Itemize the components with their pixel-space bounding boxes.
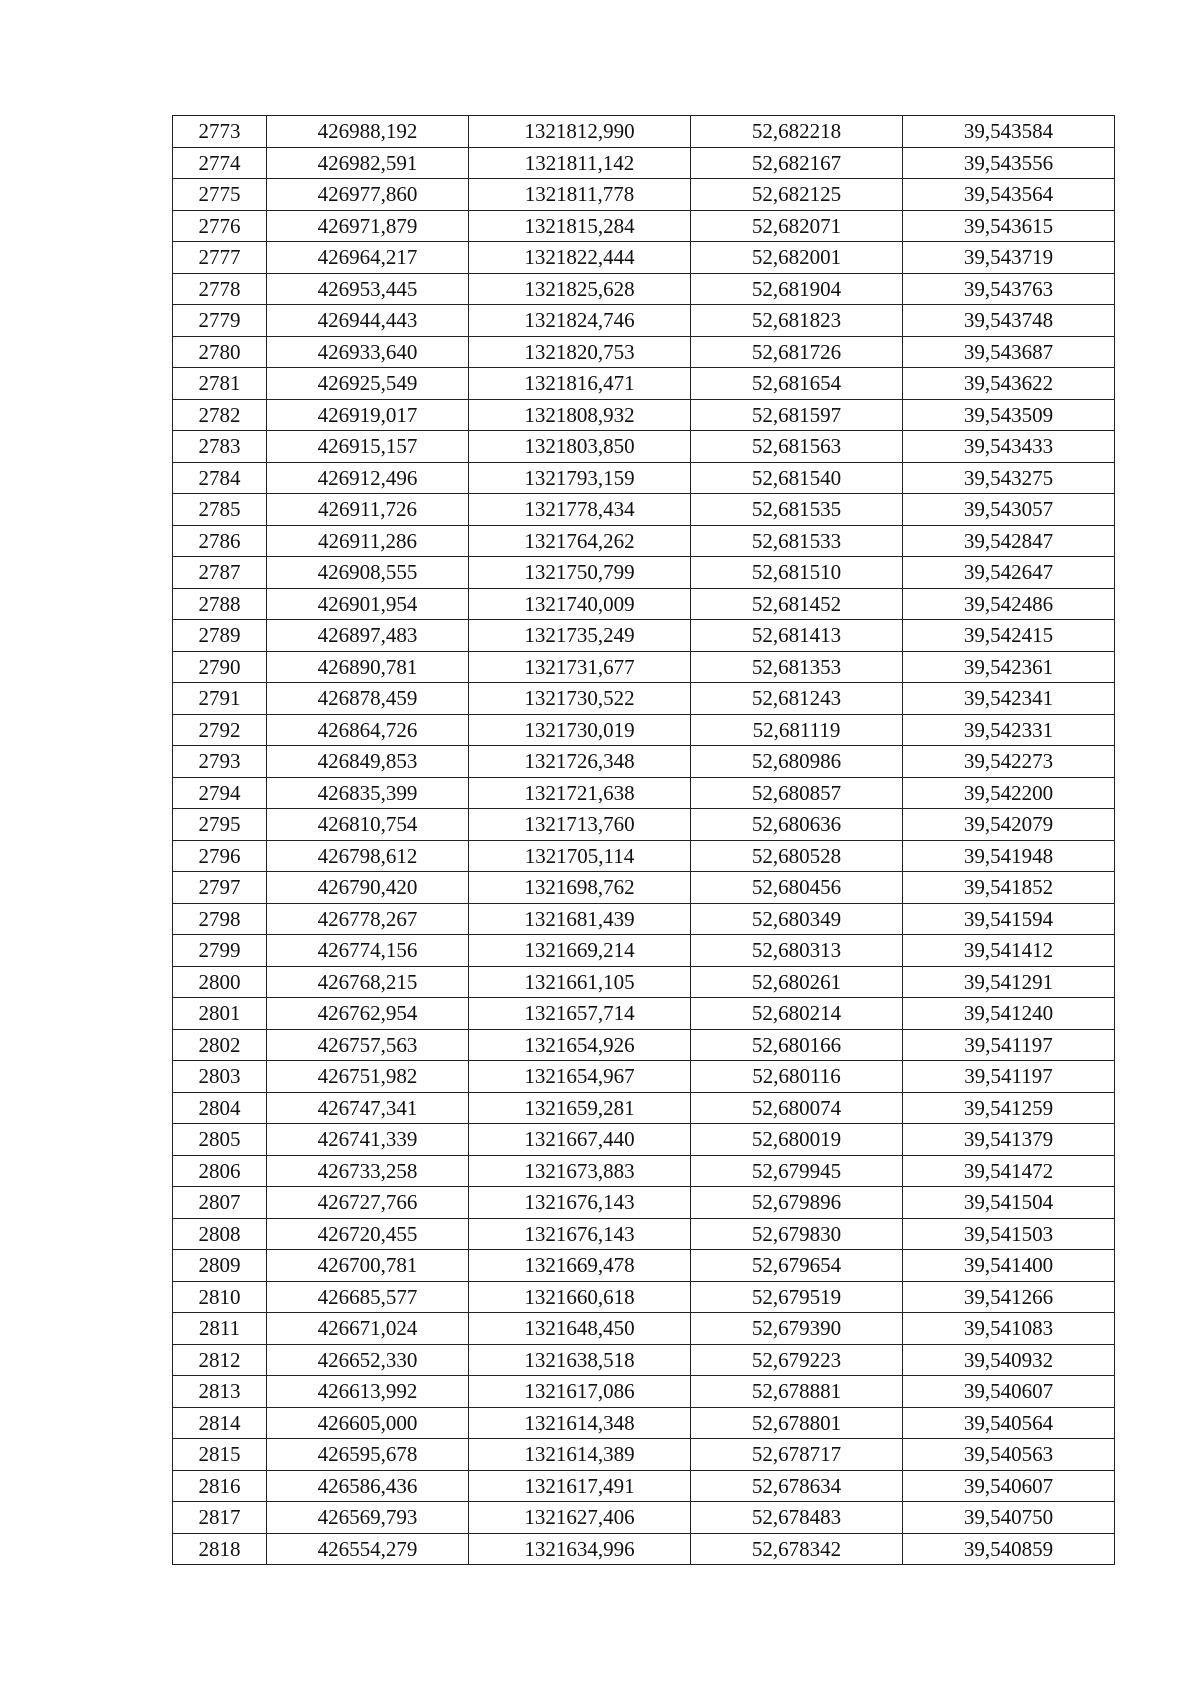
y-coordinate-cell: 1321803,850 (469, 431, 691, 463)
table-row (173, 242, 1115, 274)
point-number-cell: 2797 (173, 872, 267, 904)
x-coordinate-cell: 426911,286 (267, 525, 469, 557)
table-row (173, 336, 1115, 368)
y-coordinate-cell: 1321667,440 (469, 1124, 691, 1156)
y-coordinate-cell: 1321825,628 (469, 273, 691, 305)
y-coordinate-cell: 1321824,746 (469, 305, 691, 337)
point-number-cell: 2786 (173, 525, 267, 557)
y-coordinate-cell: 1321811,778 (469, 179, 691, 211)
y-coordinate-cell: 1321614,348 (469, 1407, 691, 1439)
longitude-cell: 39,543719 (903, 242, 1115, 274)
longitude-cell: 39,542331 (903, 714, 1115, 746)
y-coordinate-cell: 1321705,114 (469, 840, 691, 872)
point-number-cell: 2792 (173, 714, 267, 746)
x-coordinate-cell: 426700,781 (267, 1250, 469, 1282)
table-row (173, 1092, 1115, 1124)
longitude-cell: 39,543564 (903, 179, 1115, 211)
x-coordinate-cell: 426971,879 (267, 210, 469, 242)
longitude-cell: 39,540607 (903, 1470, 1115, 1502)
table-row (173, 620, 1115, 652)
y-coordinate-cell: 1321654,967 (469, 1061, 691, 1093)
latitude-cell: 52,680313 (691, 935, 903, 967)
longitude-cell: 39,543748 (903, 305, 1115, 337)
point-number-cell: 2779 (173, 305, 267, 337)
latitude-cell: 52,680857 (691, 777, 903, 809)
longitude-cell: 39,542273 (903, 746, 1115, 778)
point-number-cell: 2790 (173, 651, 267, 683)
table-row (173, 872, 1115, 904)
longitude-cell: 39,541412 (903, 935, 1115, 967)
point-number-cell: 2808 (173, 1218, 267, 1250)
y-coordinate-cell: 1321726,348 (469, 746, 691, 778)
latitude-cell: 52,681904 (691, 273, 903, 305)
point-number-cell: 2784 (173, 462, 267, 494)
y-coordinate-cell: 1321764,262 (469, 525, 691, 557)
table-row (173, 1376, 1115, 1408)
latitude-cell: 52,681654 (691, 368, 903, 400)
y-coordinate-cell: 1321730,019 (469, 714, 691, 746)
y-coordinate-cell: 1321731,677 (469, 651, 691, 683)
x-coordinate-cell: 426964,217 (267, 242, 469, 274)
x-coordinate-cell: 426915,157 (267, 431, 469, 463)
x-coordinate-cell: 426953,445 (267, 273, 469, 305)
longitude-cell: 39,540932 (903, 1344, 1115, 1376)
table-row (173, 179, 1115, 211)
longitude-cell: 39,541400 (903, 1250, 1115, 1282)
y-coordinate-cell: 1321669,478 (469, 1250, 691, 1282)
longitude-cell: 39,541852 (903, 872, 1115, 904)
latitude-cell: 52,678717 (691, 1439, 903, 1471)
x-coordinate-cell: 426864,726 (267, 714, 469, 746)
table-row (173, 1533, 1115, 1565)
point-number-cell: 2791 (173, 683, 267, 715)
x-coordinate-cell: 426977,860 (267, 179, 469, 211)
y-coordinate-cell: 1321627,406 (469, 1502, 691, 1534)
x-coordinate-cell: 426595,678 (267, 1439, 469, 1471)
longitude-cell: 39,542847 (903, 525, 1115, 557)
table-row (173, 1029, 1115, 1061)
coordinates-table (172, 115, 1115, 1565)
coordinates-table-body (173, 116, 1115, 1565)
longitude-cell: 39,541259 (903, 1092, 1115, 1124)
y-coordinate-cell: 1321698,762 (469, 872, 691, 904)
longitude-cell: 39,543584 (903, 116, 1115, 148)
table-row (173, 1281, 1115, 1313)
latitude-cell: 52,681353 (691, 651, 903, 683)
latitude-cell: 52,680214 (691, 998, 903, 1030)
x-coordinate-cell: 426768,215 (267, 966, 469, 998)
y-coordinate-cell: 1321648,450 (469, 1313, 691, 1345)
point-number-cell: 2806 (173, 1155, 267, 1187)
table-row (173, 588, 1115, 620)
longitude-cell: 39,541594 (903, 903, 1115, 935)
point-number-cell: 2776 (173, 210, 267, 242)
latitude-cell: 52,679896 (691, 1187, 903, 1219)
x-coordinate-cell: 426569,793 (267, 1502, 469, 1534)
table-row (173, 1124, 1115, 1156)
longitude-cell: 39,541266 (903, 1281, 1115, 1313)
y-coordinate-cell: 1321778,434 (469, 494, 691, 526)
latitude-cell: 52,682001 (691, 242, 903, 274)
point-number-cell: 2816 (173, 1470, 267, 1502)
latitude-cell: 52,682071 (691, 210, 903, 242)
latitude-cell: 52,681119 (691, 714, 903, 746)
point-number-cell: 2811 (173, 1313, 267, 1345)
y-coordinate-cell: 1321721,638 (469, 777, 691, 809)
table-row (173, 368, 1115, 400)
x-coordinate-cell: 426911,726 (267, 494, 469, 526)
longitude-cell: 39,540563 (903, 1439, 1115, 1471)
longitude-cell: 39,543687 (903, 336, 1115, 368)
longitude-cell: 39,542341 (903, 683, 1115, 715)
y-coordinate-cell: 1321634,996 (469, 1533, 691, 1565)
y-coordinate-cell: 1321614,389 (469, 1439, 691, 1471)
point-number-cell: 2787 (173, 557, 267, 589)
y-coordinate-cell: 1321660,618 (469, 1281, 691, 1313)
table-row (173, 903, 1115, 935)
latitude-cell: 52,680116 (691, 1061, 903, 1093)
table-row (173, 147, 1115, 179)
table-row (173, 809, 1115, 841)
longitude-cell: 39,541197 (903, 1061, 1115, 1093)
x-coordinate-cell: 426652,330 (267, 1344, 469, 1376)
y-coordinate-cell: 1321812,990 (469, 116, 691, 148)
point-number-cell: 2796 (173, 840, 267, 872)
table-row (173, 1470, 1115, 1502)
latitude-cell: 52,682125 (691, 179, 903, 211)
x-coordinate-cell: 426912,496 (267, 462, 469, 494)
longitude-cell: 39,540607 (903, 1376, 1115, 1408)
y-coordinate-cell: 1321730,522 (469, 683, 691, 715)
table-row (173, 1344, 1115, 1376)
point-number-cell: 2783 (173, 431, 267, 463)
x-coordinate-cell: 426757,563 (267, 1029, 469, 1061)
point-number-cell: 2793 (173, 746, 267, 778)
table-row (173, 935, 1115, 967)
latitude-cell: 52,680528 (691, 840, 903, 872)
longitude-cell: 39,541240 (903, 998, 1115, 1030)
y-coordinate-cell: 1321816,471 (469, 368, 691, 400)
y-coordinate-cell: 1321676,143 (469, 1218, 691, 1250)
point-number-cell: 2810 (173, 1281, 267, 1313)
longitude-cell: 39,542079 (903, 809, 1115, 841)
y-coordinate-cell: 1321661,105 (469, 966, 691, 998)
x-coordinate-cell: 426849,853 (267, 746, 469, 778)
table-row (173, 116, 1115, 148)
x-coordinate-cell: 426586,436 (267, 1470, 469, 1502)
y-coordinate-cell: 1321793,159 (469, 462, 691, 494)
x-coordinate-cell: 426798,612 (267, 840, 469, 872)
point-number-cell: 2814 (173, 1407, 267, 1439)
table-row (173, 777, 1115, 809)
latitude-cell: 52,679519 (691, 1281, 903, 1313)
table-row (173, 431, 1115, 463)
latitude-cell: 52,679223 (691, 1344, 903, 1376)
latitude-cell: 52,681540 (691, 462, 903, 494)
table-row (173, 1218, 1115, 1250)
point-number-cell: 2800 (173, 966, 267, 998)
x-coordinate-cell: 426878,459 (267, 683, 469, 715)
table-row (173, 1313, 1115, 1345)
y-coordinate-cell: 1321735,249 (469, 620, 691, 652)
longitude-cell: 39,541083 (903, 1313, 1115, 1345)
x-coordinate-cell: 426790,420 (267, 872, 469, 904)
point-number-cell: 2803 (173, 1061, 267, 1093)
latitude-cell: 52,679390 (691, 1313, 903, 1345)
latitude-cell: 52,679945 (691, 1155, 903, 1187)
y-coordinate-cell: 1321676,143 (469, 1187, 691, 1219)
latitude-cell: 52,678342 (691, 1533, 903, 1565)
point-number-cell: 2775 (173, 179, 267, 211)
latitude-cell: 52,680349 (691, 903, 903, 935)
x-coordinate-cell: 426933,640 (267, 336, 469, 368)
table-row (173, 557, 1115, 589)
longitude-cell: 39,540750 (903, 1502, 1115, 1534)
x-coordinate-cell: 426897,483 (267, 620, 469, 652)
latitude-cell: 52,680074 (691, 1092, 903, 1124)
latitude-cell: 52,681823 (691, 305, 903, 337)
table-row (173, 1155, 1115, 1187)
table-row (173, 399, 1115, 431)
latitude-cell: 52,678634 (691, 1470, 903, 1502)
table-row (173, 462, 1115, 494)
x-coordinate-cell: 426605,000 (267, 1407, 469, 1439)
latitude-cell: 52,678881 (691, 1376, 903, 1408)
latitude-cell: 52,678483 (691, 1502, 903, 1534)
latitude-cell: 52,679830 (691, 1218, 903, 1250)
x-coordinate-cell: 426613,992 (267, 1376, 469, 1408)
longitude-cell: 39,542486 (903, 588, 1115, 620)
point-number-cell: 2780 (173, 336, 267, 368)
table-row (173, 714, 1115, 746)
latitude-cell: 52,682167 (691, 147, 903, 179)
x-coordinate-cell: 426747,341 (267, 1092, 469, 1124)
x-coordinate-cell: 426919,017 (267, 399, 469, 431)
y-coordinate-cell: 1321822,444 (469, 242, 691, 274)
x-coordinate-cell: 426778,267 (267, 903, 469, 935)
point-number-cell: 2785 (173, 494, 267, 526)
table-row (173, 998, 1115, 1030)
x-coordinate-cell: 426890,781 (267, 651, 469, 683)
y-coordinate-cell: 1321713,760 (469, 809, 691, 841)
longitude-cell: 39,543763 (903, 273, 1115, 305)
x-coordinate-cell: 426733,258 (267, 1155, 469, 1187)
y-coordinate-cell: 1321820,753 (469, 336, 691, 368)
point-number-cell: 2809 (173, 1250, 267, 1282)
x-coordinate-cell: 426554,279 (267, 1533, 469, 1565)
point-number-cell: 2801 (173, 998, 267, 1030)
x-coordinate-cell: 426720,455 (267, 1218, 469, 1250)
longitude-cell: 39,541504 (903, 1187, 1115, 1219)
table-row (173, 273, 1115, 305)
table-row (173, 840, 1115, 872)
longitude-cell: 39,540564 (903, 1407, 1115, 1439)
x-coordinate-cell: 426810,754 (267, 809, 469, 841)
y-coordinate-cell: 1321740,009 (469, 588, 691, 620)
latitude-cell: 52,681726 (691, 336, 903, 368)
longitude-cell: 39,541379 (903, 1124, 1115, 1156)
longitude-cell: 39,543615 (903, 210, 1115, 242)
longitude-cell: 39,542415 (903, 620, 1115, 652)
x-coordinate-cell: 426727,766 (267, 1187, 469, 1219)
table-row (173, 525, 1115, 557)
latitude-cell: 52,681452 (691, 588, 903, 620)
longitude-cell: 39,540859 (903, 1533, 1115, 1565)
point-number-cell: 2799 (173, 935, 267, 967)
y-coordinate-cell: 1321654,926 (469, 1029, 691, 1061)
longitude-cell: 39,543556 (903, 147, 1115, 179)
longitude-cell: 39,541197 (903, 1029, 1115, 1061)
latitude-cell: 52,681563 (691, 431, 903, 463)
latitude-cell: 52,681535 (691, 494, 903, 526)
y-coordinate-cell: 1321617,491 (469, 1470, 691, 1502)
x-coordinate-cell: 426685,577 (267, 1281, 469, 1313)
longitude-cell: 39,543275 (903, 462, 1115, 494)
latitude-cell: 52,678801 (691, 1407, 903, 1439)
point-number-cell: 2773 (173, 116, 267, 148)
longitude-cell: 39,541948 (903, 840, 1115, 872)
latitude-cell: 52,681597 (691, 399, 903, 431)
y-coordinate-cell: 1321617,086 (469, 1376, 691, 1408)
point-number-cell: 2802 (173, 1029, 267, 1061)
y-coordinate-cell: 1321811,142 (469, 147, 691, 179)
x-coordinate-cell: 426671,024 (267, 1313, 469, 1345)
table-row (173, 210, 1115, 242)
table-row (173, 1502, 1115, 1534)
x-coordinate-cell: 426835,399 (267, 777, 469, 809)
x-coordinate-cell: 426982,591 (267, 147, 469, 179)
point-number-cell: 2798 (173, 903, 267, 935)
point-number-cell: 2795 (173, 809, 267, 841)
latitude-cell: 52,679654 (691, 1250, 903, 1282)
latitude-cell: 52,680636 (691, 809, 903, 841)
x-coordinate-cell: 426944,443 (267, 305, 469, 337)
x-coordinate-cell: 426988,192 (267, 116, 469, 148)
table-row (173, 305, 1115, 337)
x-coordinate-cell: 426925,549 (267, 368, 469, 400)
latitude-cell: 52,681413 (691, 620, 903, 652)
x-coordinate-cell: 426901,954 (267, 588, 469, 620)
point-number-cell: 2817 (173, 1502, 267, 1534)
latitude-cell: 52,681533 (691, 525, 903, 557)
table-row (173, 651, 1115, 683)
latitude-cell: 52,682218 (691, 116, 903, 148)
point-number-cell: 2794 (173, 777, 267, 809)
x-coordinate-cell: 426741,339 (267, 1124, 469, 1156)
x-coordinate-cell: 426908,555 (267, 557, 469, 589)
longitude-cell: 39,541472 (903, 1155, 1115, 1187)
point-number-cell: 2781 (173, 368, 267, 400)
table-row (173, 746, 1115, 778)
y-coordinate-cell: 1321681,439 (469, 903, 691, 935)
longitude-cell: 39,541291 (903, 966, 1115, 998)
table-row (173, 1187, 1115, 1219)
point-number-cell: 2813 (173, 1376, 267, 1408)
latitude-cell: 52,681510 (691, 557, 903, 589)
y-coordinate-cell: 1321815,284 (469, 210, 691, 242)
longitude-cell: 39,543433 (903, 431, 1115, 463)
point-number-cell: 2777 (173, 242, 267, 274)
x-coordinate-cell: 426762,954 (267, 998, 469, 1030)
table-row (173, 683, 1115, 715)
table-row (173, 1407, 1115, 1439)
longitude-cell: 39,542361 (903, 651, 1115, 683)
y-coordinate-cell: 1321673,883 (469, 1155, 691, 1187)
longitude-cell: 39,543057 (903, 494, 1115, 526)
table-row (173, 966, 1115, 998)
longitude-cell: 39,543622 (903, 368, 1115, 400)
y-coordinate-cell: 1321750,799 (469, 557, 691, 589)
y-coordinate-cell: 1321657,714 (469, 998, 691, 1030)
point-number-cell: 2782 (173, 399, 267, 431)
table-row (173, 1250, 1115, 1282)
point-number-cell: 2789 (173, 620, 267, 652)
y-coordinate-cell: 1321638,518 (469, 1344, 691, 1376)
latitude-cell: 52,681243 (691, 683, 903, 715)
point-number-cell: 2818 (173, 1533, 267, 1565)
point-number-cell: 2812 (173, 1344, 267, 1376)
longitude-cell: 39,542647 (903, 557, 1115, 589)
point-number-cell: 2815 (173, 1439, 267, 1471)
latitude-cell: 52,680166 (691, 1029, 903, 1061)
table-row (173, 1439, 1115, 1471)
table-row (173, 1061, 1115, 1093)
longitude-cell: 39,542200 (903, 777, 1115, 809)
latitude-cell: 52,680986 (691, 746, 903, 778)
point-number-cell: 2804 (173, 1092, 267, 1124)
y-coordinate-cell: 1321669,214 (469, 935, 691, 967)
point-number-cell: 2788 (173, 588, 267, 620)
longitude-cell: 39,541503 (903, 1218, 1115, 1250)
point-number-cell: 2778 (173, 273, 267, 305)
point-number-cell: 2807 (173, 1187, 267, 1219)
point-number-cell: 2774 (173, 147, 267, 179)
latitude-cell: 52,680019 (691, 1124, 903, 1156)
table-row (173, 494, 1115, 526)
latitude-cell: 52,680456 (691, 872, 903, 904)
point-number-cell: 2805 (173, 1124, 267, 1156)
x-coordinate-cell: 426751,982 (267, 1061, 469, 1093)
longitude-cell: 39,543509 (903, 399, 1115, 431)
x-coordinate-cell: 426774,156 (267, 935, 469, 967)
latitude-cell: 52,680261 (691, 966, 903, 998)
y-coordinate-cell: 1321808,932 (469, 399, 691, 431)
y-coordinate-cell: 1321659,281 (469, 1092, 691, 1124)
